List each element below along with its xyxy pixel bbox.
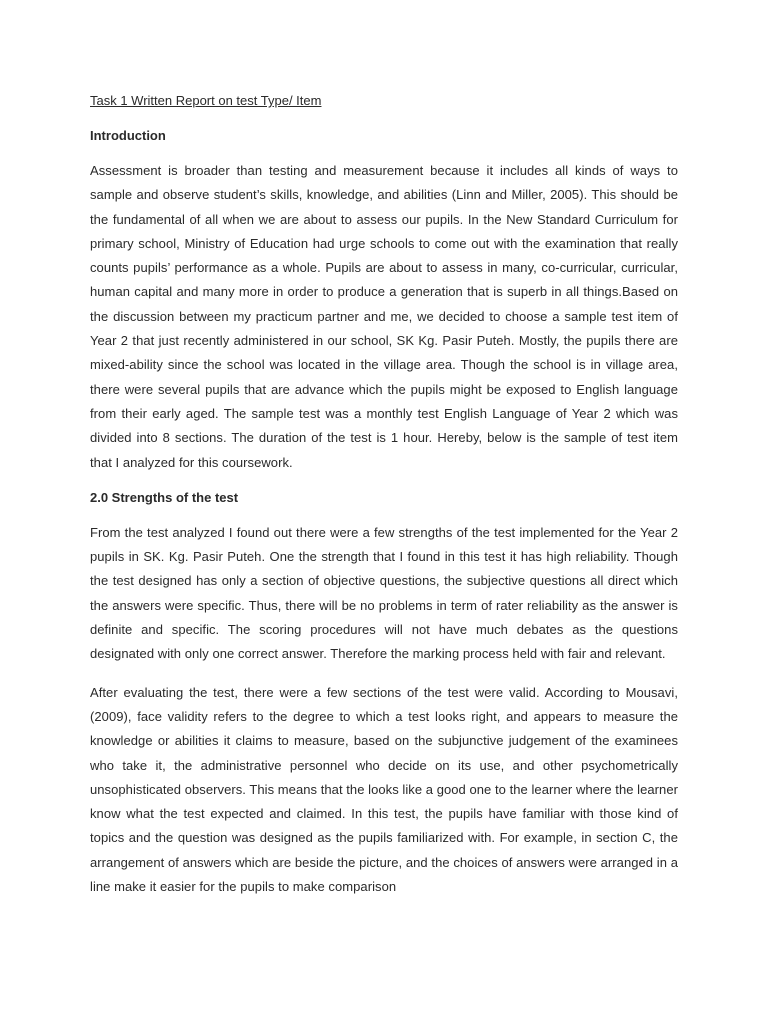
strengths-paragraph-2: After evaluating the test, there were a few sections of the test were valid. According to Mousavi, (2009), face validity refers to the degree to which a test looks right, and appears to measure the knowledge or abilities it claims to measure, based on the subjunctive judgement of the examinees who take it, the administrative personnel who decide on its use, and other psychometrically unsophisticated observers. This means that the looks like a good one to the learner where the learner know what the test expected and claimed. In this test, the pupils have familiar with those kind of topics and the question was designed as the pupils familiarized with. For example, in section C, the arrangement of answers which are beside the picture, and the choices of answers were arranged in a line make it easier for the pupils to make comparison — [90, 684, 678, 895]
task-title: Task 1 Written Report on test Type/ Item — [90, 93, 322, 108]
section-heading-introduction: Introduction — [90, 128, 166, 143]
document-page — [90, 92, 678, 899]
introduction-paragraph: Assessment is broader than testing and measurement because it includes all kinds of ways to sample and observe student’s skills, knowledge, and abilities (Linn and Miller, 2005). This should be the fundamental of all when we are about to assess our pupils. In the New Standard Curriculum for primary school, Ministry of Education had urge schools to come out with the examination that really counts pupils’ performance as a whole. Pupils are about to assess in many, co-curricular, curricular, human capital and many more in order to produce a generation that is superb in all things.Based on the discussion between my practicum partner and me, we decided to choose a sample test item of Year 2 that just recently administered in our school, SK Kg. Pasir Puteh. Mostly, the pupils there are mixed-ability since the school was located in the village area. Though the school is in village area, there were several pupils that are advance which the pupils might be exposed to English language from their early aged. The sample test was a monthly test English Language of Year 2 which was divided into 8 sections. The duration of the test is 1 hour. Hereby, below is the sample of test item that I analyzed for this coursework. — [90, 163, 678, 470]
section-heading-strengths: 2.0 Strengths of the test — [90, 489, 239, 505]
strengths-paragraph-1: From the test analyzed I found out there were a few strengths of the test implemented for the Year 2 pupils in SK. Kg. Pasir Puteh. One the strength that I found in this test it has high reliability. Though the test designed has only a section of objective questions, the subjective questions all direct which the answers were specific. Thus, there will be no problems in term of rater reliability as the answer is definite and specific. The scoring procedures will not have much debates as the questions designated with only one correct answer. Therefore the marking process held with fair and relevant. — [90, 524, 678, 662]
